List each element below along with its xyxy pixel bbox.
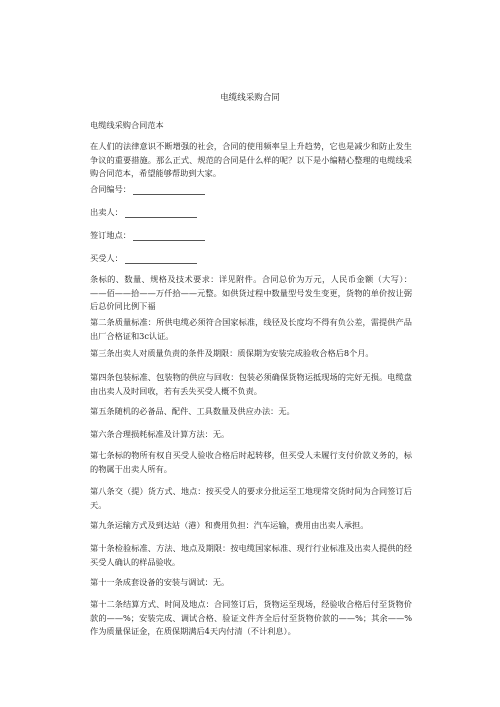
field-label: 签订地点： <box>90 230 131 240</box>
clause-9: 第九条运输方式及到达站（港）和费用负担：汽车运输，费用由出卖人承担。 <box>90 520 369 530</box>
clause-8: 第八条交（提）货方式、地点：按买受人的要求分批运至工地现常交货时间为合同签订后天。 <box>90 486 412 510</box>
document-subtitle: 电缆线采购合同范本 <box>90 120 164 130</box>
contract-number-blank <box>133 185 205 195</box>
clause-5: 第五条随机的必备品、配件、工具数量及供应办法：无。 <box>90 406 295 416</box>
clause-6: 第六条合理损耗标准及计算方法：无。 <box>90 429 230 439</box>
field-buyer <box>90 252 197 264</box>
field-contract-number <box>90 183 205 195</box>
field-label: 出卖人： <box>90 207 123 217</box>
clause-2: 第二条质量标准：所供电缆必须符合国家标准，线径及长度均不得有负公差，需提供产品出厂合格证和3c认证。 <box>90 317 412 341</box>
buyer-blank <box>125 254 197 264</box>
seller-blank <box>125 208 197 218</box>
field-label: 合同编号： <box>90 184 131 194</box>
clause-1: 条标的、数量、规格及技术要求：详见附件。合同总价为万元，人民币金额（大写）：——佰——拾——万仟拾——元整。如供货过程中数量型号发生变更，货物的单价按让弼后总价同比例下福 <box>90 274 412 311</box>
clause-3: 第三条出卖人对质量负责的条件及期限：质保期为安装完成验收合格后8个月。 <box>90 348 374 358</box>
clause-7: 第七条标的物所有权自买受人验收合格后时起转移，但买受人未履行支付价款义务的，标的物属于出卖人所有。 <box>90 450 412 474</box>
clause-10: 第十条检验标准、方法、地点及期限：按电缆国家标准、现行行业标准及出卖人提供的经买受人确认的样品验收。 <box>90 543 412 567</box>
clause-12: 第十二条结算方式、时间及地点：合同签订后，货物运至现场，经验收合格后付至货物价款的——%；安装完成、调试合格、验证文件齐全后付至货物价款的——%；其余——%作为质量保证金，在质保期满后4天内付清（不计利息）。 <box>90 599 412 636</box>
field-seller <box>90 206 197 218</box>
document-title: 电缆线采购合同 <box>220 93 280 103</box>
field-label: 买受人： <box>90 253 123 263</box>
intro-paragraph: 在人们的法律意识不断增强的社会，合同的使用频率呈上升趋势，它也是减少和防止发生争议的重要措施。那么正式、规范的合同是什么样的呢？以下是小编精心整理的电缆线采购合同范本，希望能够帮助到大家。 <box>90 141 412 178</box>
field-signing-place <box>90 229 205 241</box>
signing-place-blank <box>133 231 205 241</box>
clause-4: 第四条包装标准、包装物的供应与回收：包装必须确保货物运抵现场的完好无损。电缆盘由出卖人及时回收，若有丢失买受人概不负责。 <box>90 372 412 396</box>
clause-11: 第十一条成套设备的安装与调试：无。 <box>90 577 230 587</box>
